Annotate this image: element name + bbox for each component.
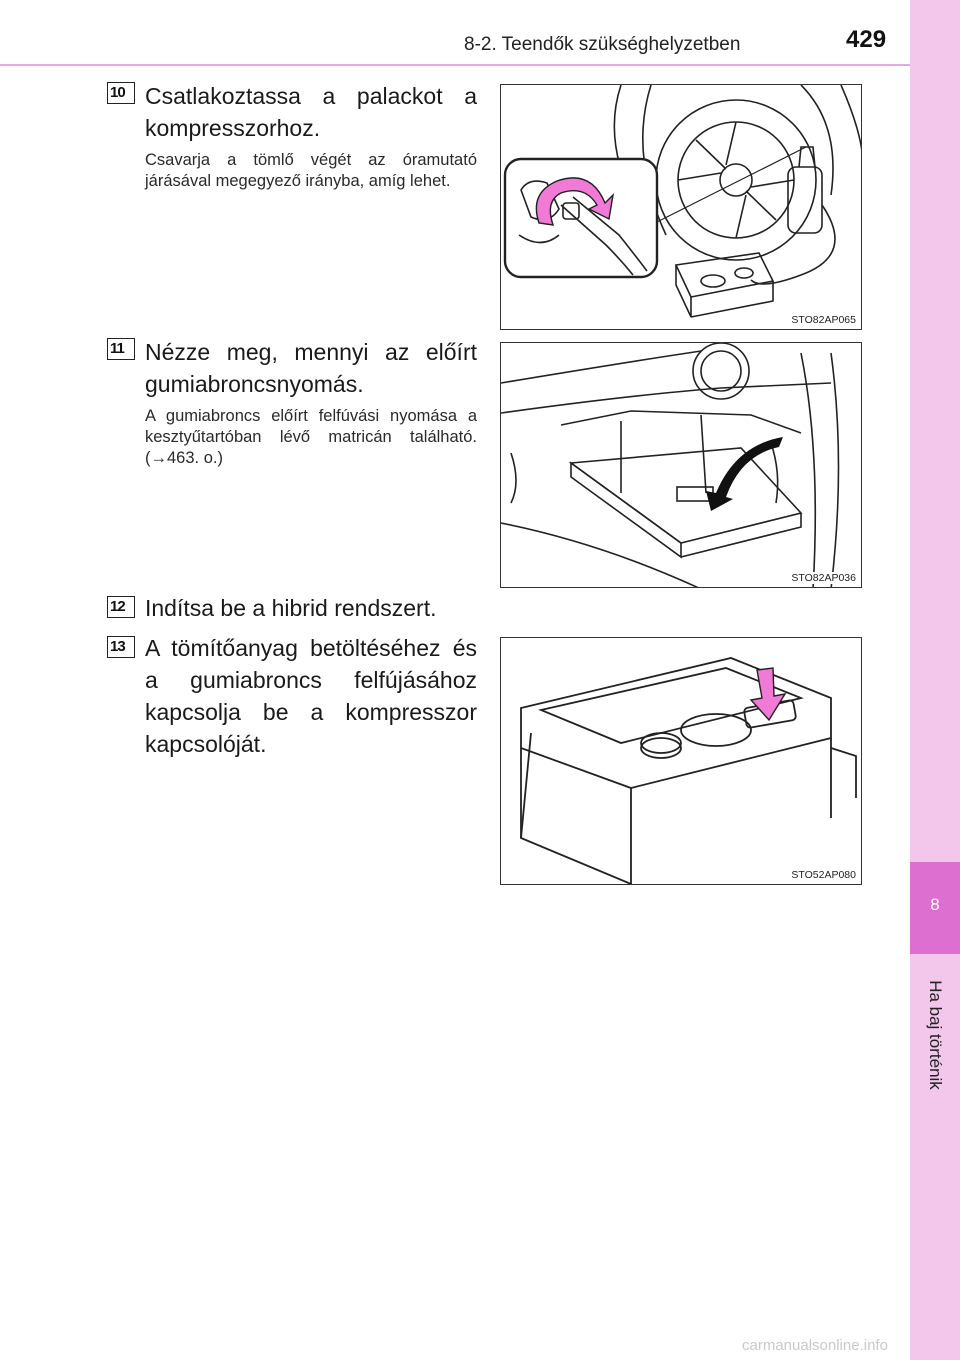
section-title: 8-2. Teendők szükséghelyzetben [464,34,741,55]
figure-code: STO82AP065 [791,314,856,326]
figure-code: STO52AP080 [791,869,856,881]
header-divider [0,64,910,66]
step-11-instruction: Nézze meg, mennyi az előírt gumiabroncsnyomás. [145,339,477,397]
step-13-instruction: A tömítőanyag betöltéséhez és a gumiabroncs felfújásához kapcsolja be a kompresszor kapcsolóját. [145,635,477,757]
step-number-12: 12 [107,596,135,618]
zoom-inset [505,159,657,277]
glovebox-illustration [501,343,862,588]
watermark: carmanualsonline.info [742,1337,888,1354]
step-12-instruction: Indítsa be a hibrid rendszert. [145,595,437,621]
page-number: 429 [846,26,887,53]
step-number-11: 11 [107,338,135,360]
step-10-instruction: Csatlakoztassa a palackot a kompresszorhoz. [145,83,477,141]
press-down-arrow-icon [751,668,785,720]
figure-compressor-switch [500,637,862,885]
compressor-switch-illustration [501,638,862,885]
figure-glovebox-label [500,342,862,588]
chapter-title: Ha baj történik [926,980,945,1090]
figure-compressor-connection [500,84,862,330]
step-number-13: 13 [107,636,135,658]
chapter-number: 8 [930,895,940,914]
figure-code: STO82AP036 [791,572,856,584]
compressor-hose-illustration [501,85,862,330]
step-number-10: 10 [107,82,135,104]
step-11-detail: A gumiabroncs előírt felfúvási nyomása a kesztyűtartóban lévő matricán található. (→463. o.) [145,407,477,467]
chapter-sidebar [910,0,960,1360]
pointer-arrow-icon [706,437,783,511]
step-10-detail: Csavarja a tömlő végét az óramutató járásával megegyező irányba, amíg lehet. [145,151,477,190]
